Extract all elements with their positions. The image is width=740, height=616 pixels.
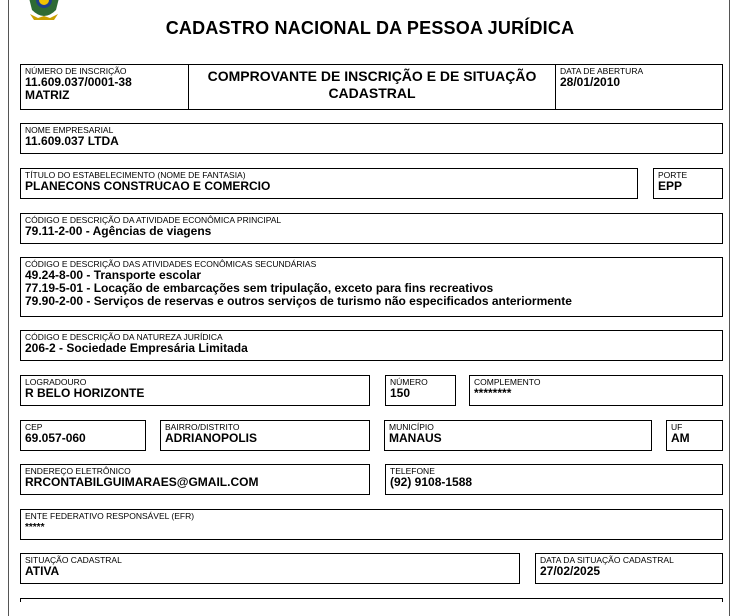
email-value: RRCONTABILGUIMARAES@GMAIL.COM — [25, 475, 259, 489]
situacao-value: ATIVA — [25, 564, 60, 578]
email-box — [20, 464, 370, 495]
inscricao-tipo: MATRIZ — [25, 88, 70, 102]
bairro-label: BAIRRO/DISTRITO — [165, 422, 240, 432]
data-situacao-box — [535, 553, 723, 584]
complemento-value: ******** — [474, 386, 512, 400]
fantasia-value: PLANECONS CONSTRUCAO E COMERCIO — [25, 179, 271, 193]
abertura-box — [555, 64, 723, 110]
numero-label: NÚMERO — [390, 377, 428, 387]
atividades-secundarias-label: CÓDIGO E DESCRIÇÃO DAS ATIVIDADES ECONÔMICAS SECUNDÁRIAS — [25, 259, 317, 269]
cep-label: CEP — [25, 422, 43, 432]
cep-box — [20, 420, 146, 451]
natureza-label: CÓDIGO E DESCRIÇÃO DA NATUREZA JURÍDICA — [25, 332, 223, 342]
atividade-principal-box — [20, 213, 723, 244]
nome-box — [20, 123, 723, 154]
fantasia-label: TÍTULO DO ESTABELECIMENTO (NOME DE FANTASIA) — [25, 170, 246, 180]
telefone-box — [385, 464, 723, 495]
next-field-box — [20, 598, 723, 602]
porte-value: EPP — [658, 179, 683, 193]
atividade-secundaria-item: 49.24-8-00 - Transporte escolar — [25, 268, 202, 282]
fantasia-box — [20, 168, 638, 199]
logradouro-label: LOGRADOURO — [25, 377, 87, 387]
numero-box — [385, 375, 456, 406]
porte-box — [653, 168, 723, 199]
abertura-label: DATA DE ABERTURA — [560, 66, 644, 76]
atividade-secundaria-item: 77.19-5-01 - Locação de embarcações sem tripulação, exceto para fins recreativos — [25, 281, 494, 295]
abertura-value: 28/01/2010 — [560, 75, 621, 89]
logradouro-value: R BELO HORIZONTE — [25, 386, 145, 400]
atividade-principal-value: 79.11-2-00 - Agências de viagens — [25, 224, 212, 238]
situacao-box — [20, 553, 520, 584]
nome-value: 11.609.037 LTDA — [25, 134, 119, 148]
complemento-box — [469, 375, 723, 406]
atividade-principal-label: CÓDIGO E DESCRIÇÃO DA ATIVIDADE ECONÔMICA PRINCIPAL — [25, 215, 282, 225]
comprovante-title: COMPROVANTE DE INSCRIÇÃO E DE SITUAÇÃO CADASTRAL — [207, 68, 537, 101]
inscricao-box — [20, 64, 189, 110]
natureza-value: 206-2 - Sociedade Empresária Limitada — [25, 341, 248, 355]
bairro-box — [160, 420, 370, 451]
situacao-label: SITUAÇÃO CADASTRAL — [25, 555, 122, 565]
data-situacao-label: DATA DA SITUAÇÃO CADASTRAL — [540, 555, 674, 565]
cep-value: 69.057-060 — [25, 431, 86, 445]
numero-value: 150 — [390, 386, 411, 400]
data-situacao-value: 27/02/2025 — [540, 564, 601, 578]
inscricao-label: NÚMERO DE INSCRIÇÃO — [25, 66, 127, 76]
uf-value: AM — [671, 431, 690, 445]
efr-value: ***** — [25, 522, 45, 533]
telefone-value: (92) 9108-1588 — [390, 475, 473, 489]
natureza-box — [20, 330, 723, 361]
bairro-value: ADRIANOPOLIS — [165, 431, 258, 445]
atividade-secundaria-item: 79.90-2-00 - Serviços de reservas e outros serviços de turismo não especificados anteriormente — [25, 294, 572, 308]
municipio-label: MUNICÍPIO — [389, 422, 434, 432]
porte-label: PORTE — [658, 170, 688, 180]
efr-box — [20, 509, 723, 540]
inscricao-value: 11.609.037/0001-38 — [25, 75, 132, 89]
uf-box — [666, 420, 723, 451]
telefone-label: TELEFONE — [390, 466, 435, 476]
municipio-value: MANAUS — [389, 431, 442, 445]
coat-of-arms-icon — [24, 0, 64, 22]
comprovante-title-box — [188, 64, 556, 110]
municipio-box — [384, 420, 652, 451]
email-label: ENDEREÇO ELETRÔNICO — [25, 466, 131, 476]
efr-label: ENTE FEDERATIVO RESPONSÁVEL (EFR) — [25, 511, 195, 521]
uf-label: UF — [671, 422, 683, 432]
logradouro-box — [20, 375, 370, 406]
complemento-label: COMPLEMENTO — [474, 377, 541, 387]
atividades-secundarias-box — [20, 257, 723, 317]
nome-label: NOME EMPRESARIAL — [25, 125, 114, 135]
page-title: CADASTRO NACIONAL DA PESSOA JURÍDICA — [165, 18, 575, 38]
